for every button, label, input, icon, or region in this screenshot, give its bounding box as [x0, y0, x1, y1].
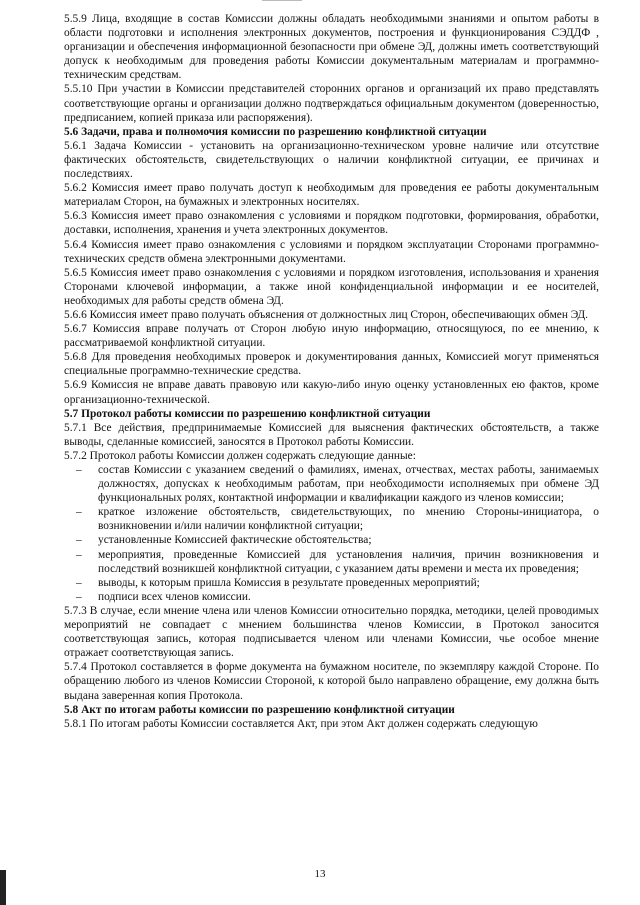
paragraph-5-5-10: 5.5.10 При участии в Комиссии представителей сторонних органов и организаций их право представлять соответствующие органы и организации должно подтверждаться официальным документом (доверенностью, предписанием, копией приказа или распоряжения).	[64, 83, 599, 124]
paragraph-5-6-4: 5.6.4 Комиссия имеет право ознакомления с условиями и порядком эксплуатации Сторонами программно-технических средств обмена электронными документами.	[64, 238, 599, 265]
paragraph-5-5-9: 5.5.9 Лица, входящие в состав Комиссии должны обладать необходимыми знаниями и опытом работы в области подготовки и исполнения электронных документов, построения и функционирования СЭДДФ , организации и обеспечения информационной безопасности при обмене ЭД, должны иметь соответствующий допуск к необходимым для проведения работы Комиссии документальным материалам и программно-техническим средствам.	[64, 13, 599, 82]
scan-artifact-left-edge	[0, 870, 6, 905]
section-heading-5-6: 5.6 Задачи, права и полномочия комиссии по разрешению конфликтной ситуации	[64, 125, 487, 138]
list-item: – состав Комиссии с указанием сведений о фамилиях, именах, отчествах, местах работы, занимаемых должностях, допусках к необходимым работам, при необходимости исполняемых при обмене ЭД функциональных ролях, контактной информации и квалификации каждого из членов комиссии;	[98, 463, 599, 505]
paragraph-5-6-8: 5.6.8 Для проведения необходимых проверок и документирования данных, Комиссией могут применяться специальные программно-технические средства.	[64, 351, 599, 378]
page-number: 13	[314, 868, 326, 880]
list-item: – мероприятия, проведенные Комиссией для установления наличия, причин возникновения и последствий возникшей конфликтной ситуации, с указанием даты времени и места их проведения;	[98, 548, 599, 576]
scan-artifact-top-line	[262, 0, 302, 1]
paragraph-5-6-3: 5.6.3 Комиссия имеет право ознакомления с условиями и порядком подготовки, формирования, обработки, доставки, исполнения, хранения и учета электронных документов.	[64, 210, 599, 237]
paragraph-5-6-9: 5.6.9 Комиссия не вправе давать правовую или какую-либо иную оценку установленных ею фактов, кроме организационно-технической.	[64, 379, 599, 406]
paragraph-5-7-1: 5.7.1 Все действия, предпринимаемые Комиссией для выяснения фактических обстоятельств, а также выводы, сделанные комиссией, заносятся в Протокол работы Комиссии.	[64, 421, 599, 448]
paragraph-5-7-4: 5.7.4 Протокол составляется в форме документа на бумажном носителе, по экземпляру каждой Стороне. По обращению любого из членов Комиссии Стороной, к которой было направлено обращение, ему должна быть выдана заверенная копия Протокола.	[64, 661, 599, 702]
paragraph-5-7-2: 5.7.2 Протокол работы Комиссии должен содержать следующие данные:	[64, 449, 416, 462]
paragraph-5-6-7: 5.6.7 Комиссия вправе получать от Сторон любую иную информацию, относящуюся, по ее мнению, к рассматриваемой конфликтной ситуации.	[64, 323, 599, 350]
paragraph-5-6-6: 5.6.6 Комиссия имеет право получать объяснения от должностных лиц Сторон, обеспечивающих обмен ЭД.	[64, 308, 588, 321]
section-heading-5-8: 5.8 Акт по итогам работы комиссии по разрешению конфликтной ситуации	[64, 703, 455, 716]
list-item: – установленные Комиссией фактические обстоятельства;	[98, 533, 599, 547]
section-heading-5-7: 5.7 Протокол работы комиссии по разрешению конфликтной ситуации	[64, 407, 431, 420]
list-item: – краткое изложение обстоятельств, свидетельствующих, по мнению Стороны-инициатора, о возникновении и/или наличии конфликтной ситуации;	[98, 505, 599, 533]
paragraph-5-6-1: 5.6.1 Задача Комиссии - установить на организационно-техническом уровне наличие или отсутствие фактических обстоятельств, свидетельствующих о наличии конфликтной ситуации, ее причинах и последствиях.	[64, 139, 599, 181]
paragraph-5-8-1: 5.8.1 По итогам работы Комиссии составляется Акт, при этом Акт должен содержать следующую	[64, 717, 538, 730]
paragraph-5-6-5: 5.6.5 Комиссия имеет право ознакомления с условиями и порядком изготовления, использования и хранения Сторонами ключевой информации, а также иной конфиденциальной информации и ее носителей, необходимых для работы средств обмена ЭД.	[64, 266, 599, 307]
paragraph-5-6-2: 5.6.2 Комиссия имеет право получать доступ к необходимым для проведения ее работы документальным материалам Сторон, на бумажных и электронных носителях.	[64, 182, 599, 209]
list-item: – подписи всех членов комиссии.	[98, 590, 599, 604]
protocol-contents-list	[64, 463, 599, 604]
list-item: – выводы, к которым пришла Комиссия в результате проведенных мероприятий;	[98, 576, 599, 590]
paragraph-5-7-3: 5.7.3 В случае, если мнение члена или членов Комиссии относительно порядка, методики, целей проводимых мероприятий не совпадает с мнением большинства членов Комиссии, в Протокол заносится соответствующая запись, которая подписывается членом или членами Комиссии, чье особое мнение отражает соответствующая запись.	[64, 604, 599, 660]
document-page-body	[64, 12, 599, 731]
